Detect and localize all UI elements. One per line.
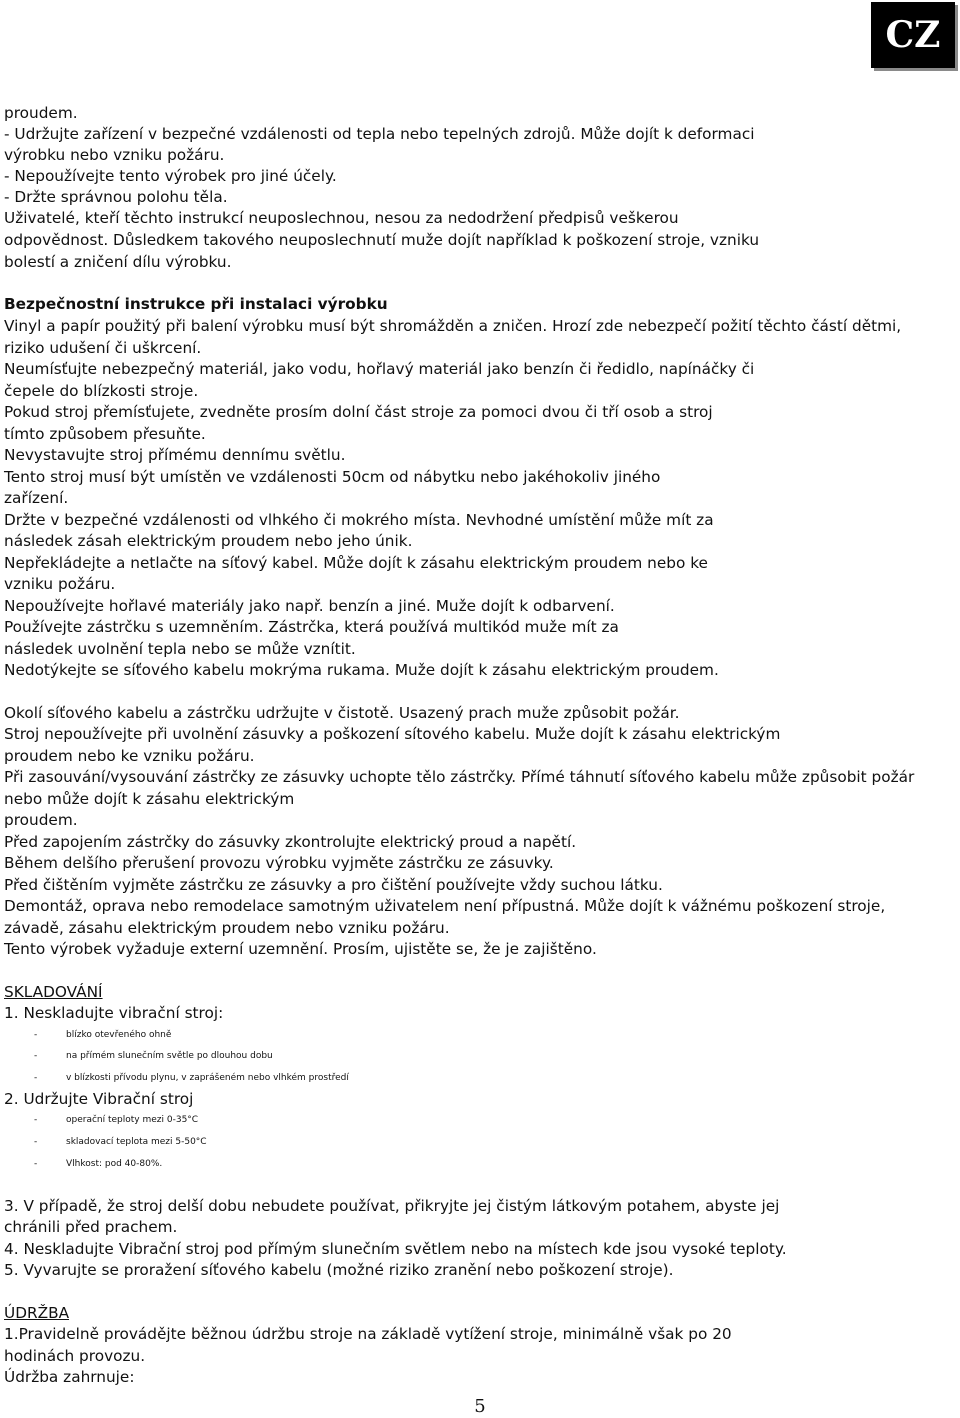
text-line: Okolí síťového kabelu a zástrčku udržujte v čistotě. Usazený prach muže způsobit požár. bbox=[4, 704, 680, 722]
list-item bbox=[0, 1154, 960, 1174]
text-line: Uživatelé, kteří těchto instrukcí neuposlechnou, nesou za nedodržení předpisů veškerou bbox=[4, 209, 679, 227]
text-line: Údržba zahrnuje: bbox=[4, 1368, 135, 1386]
text-line: Vinyl a papír použitý při balení výrobku musí být shromážděn a zničen. Hrozí zde nebezpečí požití těchto částí dětmi, bbox=[4, 317, 902, 335]
list-item bbox=[0, 1046, 960, 1066]
text-line: vzniku požáru. bbox=[4, 575, 116, 593]
text-line: následek zásah elektrickým proudem nebo jeho únik. bbox=[4, 532, 413, 550]
text-line: následek uvolnění tepla nebo se může vznítit. bbox=[4, 640, 356, 658]
text-line: závadě, zásahu elektrickým proudem nebo vzniku požáru. bbox=[4, 919, 450, 937]
list-dash: - bbox=[34, 1159, 38, 1169]
text-line: riziko udušení či uškrcení. bbox=[4, 339, 202, 357]
text-line: Nevystavujte stroj přímému dennímu světlu. bbox=[4, 446, 346, 464]
list-item-text: operační teploty mezi 0-35°C bbox=[66, 1115, 199, 1125]
page-number: 5 bbox=[474, 1396, 486, 1417]
text-line: výrobku nebo vzniku požáru. bbox=[4, 146, 225, 164]
text-line: Během delšího přerušení provozu výrobku vyjměte zástrčku ze zásuvky. bbox=[4, 854, 554, 872]
text-line: 1.Pravidelně provádějte běžnou údržbu stroje na základě vytížení stroje, minimálně však po 20 bbox=[4, 1325, 732, 1343]
list-item bbox=[0, 1068, 960, 1088]
text-line: 2. Udržujte Vibrační stroj bbox=[4, 1090, 194, 1108]
text-line: Nepřekládejte a netlačte na síťový kabel. Může dojít k zásahu elektrickým proudem nebo ke bbox=[4, 554, 708, 572]
text-line: nebo může dojít k zásahu elektrickým bbox=[4, 790, 295, 808]
text-line: 4. Neskladujte Vibrační stroj pod přímým slunečním světlem nebo na místech kde jsou vysoké teploty. bbox=[4, 1240, 787, 1258]
text-line: tímto způsobem přesuňte. bbox=[4, 425, 206, 443]
text-line: chránili před prachem. bbox=[4, 1218, 178, 1236]
list-item-text: v blízkosti přívodu plynu, v zaprášeném nebo vlhkém prostředí bbox=[66, 1073, 349, 1083]
language-badge: CZ bbox=[871, 2, 955, 68]
text-line: Před zapojením zástrčky do zásuvky zkontrolujte elektrický proud a napětí. bbox=[4, 833, 577, 851]
list-item bbox=[0, 1132, 960, 1152]
list-dash: - bbox=[34, 1030, 38, 1040]
list-item-text: na přímém slunečním světle po dlouhou dobu bbox=[66, 1051, 273, 1061]
list-item bbox=[0, 1025, 960, 1045]
text-line: Nepoužívejte hořlavé materiály jako např. benzín a jiné. Muže dojít k odbarvení. bbox=[4, 597, 615, 615]
text-line: - Udržujte zařízení v bezpečné vzdálenosti od tepla nebo tepelných zdrojů. Může dojít k deformaci bbox=[4, 125, 755, 143]
text-line: bolestí a zničení dílu výrobku. bbox=[4, 253, 232, 271]
list-item-text: Vlhkost: pod 40-80%. bbox=[66, 1159, 163, 1169]
text-line: 3. V případě, že stroj delší dobu nebudete používat, přikryjte jej čistým látkovým potahem, abyste jej bbox=[4, 1197, 780, 1215]
text-line: Používejte zástrčku s uzemněním. Zástrčka, která používá multikód muže mít za bbox=[4, 618, 619, 636]
text-line: hodinách provozu. bbox=[4, 1347, 146, 1365]
text-line: Neumísťujte nebezpečný materiál, jako vodu, hořlavý materiál jako benzín či ředidlo, napínáčky či bbox=[4, 360, 755, 378]
text-line: proudem. bbox=[4, 104, 78, 122]
text-line: Před čištěním vyjměte zástrčku ze zásuvky a pro čištění používejte vždy suchou látku. bbox=[4, 876, 663, 894]
text-line: Tento výrobek vyžaduje externí uzemnění. Prosím, ujistěte se, že je zajištěno. bbox=[4, 940, 597, 958]
text-line: 5. Vyvarujte se proražení síťového kabelu (možné riziko zranění nebo poškození stroje). bbox=[4, 1261, 674, 1279]
text-line: Demontáž, oprava nebo remodelace samotným uživatelem není přípustná. Může dojít k vážnému poškození stroje, bbox=[4, 897, 886, 915]
text-line: proudem. bbox=[4, 811, 78, 829]
list-dash: - bbox=[34, 1137, 38, 1147]
list-dash: - bbox=[34, 1051, 38, 1061]
list-item-text: blízko otevřeného ohně bbox=[66, 1030, 172, 1040]
list-dash: - bbox=[34, 1073, 38, 1083]
list-item bbox=[0, 1110, 960, 1130]
text-line: zařízení. bbox=[4, 489, 69, 507]
text-line: Nedotýkejte se síťového kabelu mokrýma rukama. Muže dojít k zásahu elektrickým proudem. bbox=[4, 661, 719, 679]
text-line: Při zasouvání/vysouvání zástrčky ze zásuvky uchopte tělo zástrčky. Přímé táhnutí síťového kabelu může způsobit požár bbox=[4, 768, 915, 786]
text-line: proudem nebo ke vzniku požáru. bbox=[4, 747, 255, 765]
text-line: Tento stroj musí být umístěn ve vzdálenosti 50cm od nábytku nebo jakéhokoliv jiného bbox=[4, 468, 661, 486]
section-heading-storage: SKLADOVÁNÍ bbox=[4, 983, 103, 1001]
text-line: Stroj nepoužívejte při uvolnění zásuvky a poškození sítového kabelu. Muže dojít k zásahu elektrickým bbox=[4, 725, 781, 743]
section-heading-installation: Bezpečnostní instrukce při instalaci výrobku bbox=[4, 295, 388, 313]
text-line: čepele do blízkosti stroje. bbox=[4, 382, 199, 400]
text-line: - Nepoužívejte tento výrobek pro jiné účely. bbox=[4, 167, 337, 185]
text-line: odpovědnost. Důsledkem takového neuposlechnutí muže dojít například k poškození stroje, vzniku bbox=[4, 231, 760, 249]
text-line: 1. Neskladujte vibrační stroj: bbox=[4, 1004, 224, 1022]
list-dash: - bbox=[34, 1115, 38, 1125]
list-item-text: skladovací teplota mezi 5-50°C bbox=[66, 1137, 207, 1147]
section-heading-maintenance: ÚDRŽBA bbox=[4, 1304, 70, 1322]
text-line: Pokud stroj přemísťujete, zvedněte prosím dolní část stroje za pomoci dvou či tří osob a stroj bbox=[4, 403, 713, 421]
text-line: Držte v bezpečné vzdálenosti od vlhkého či mokrého místa. Nevhodné umístění může mít za bbox=[4, 511, 714, 529]
text-line: - Držte správnou polohu těla. bbox=[4, 188, 228, 206]
